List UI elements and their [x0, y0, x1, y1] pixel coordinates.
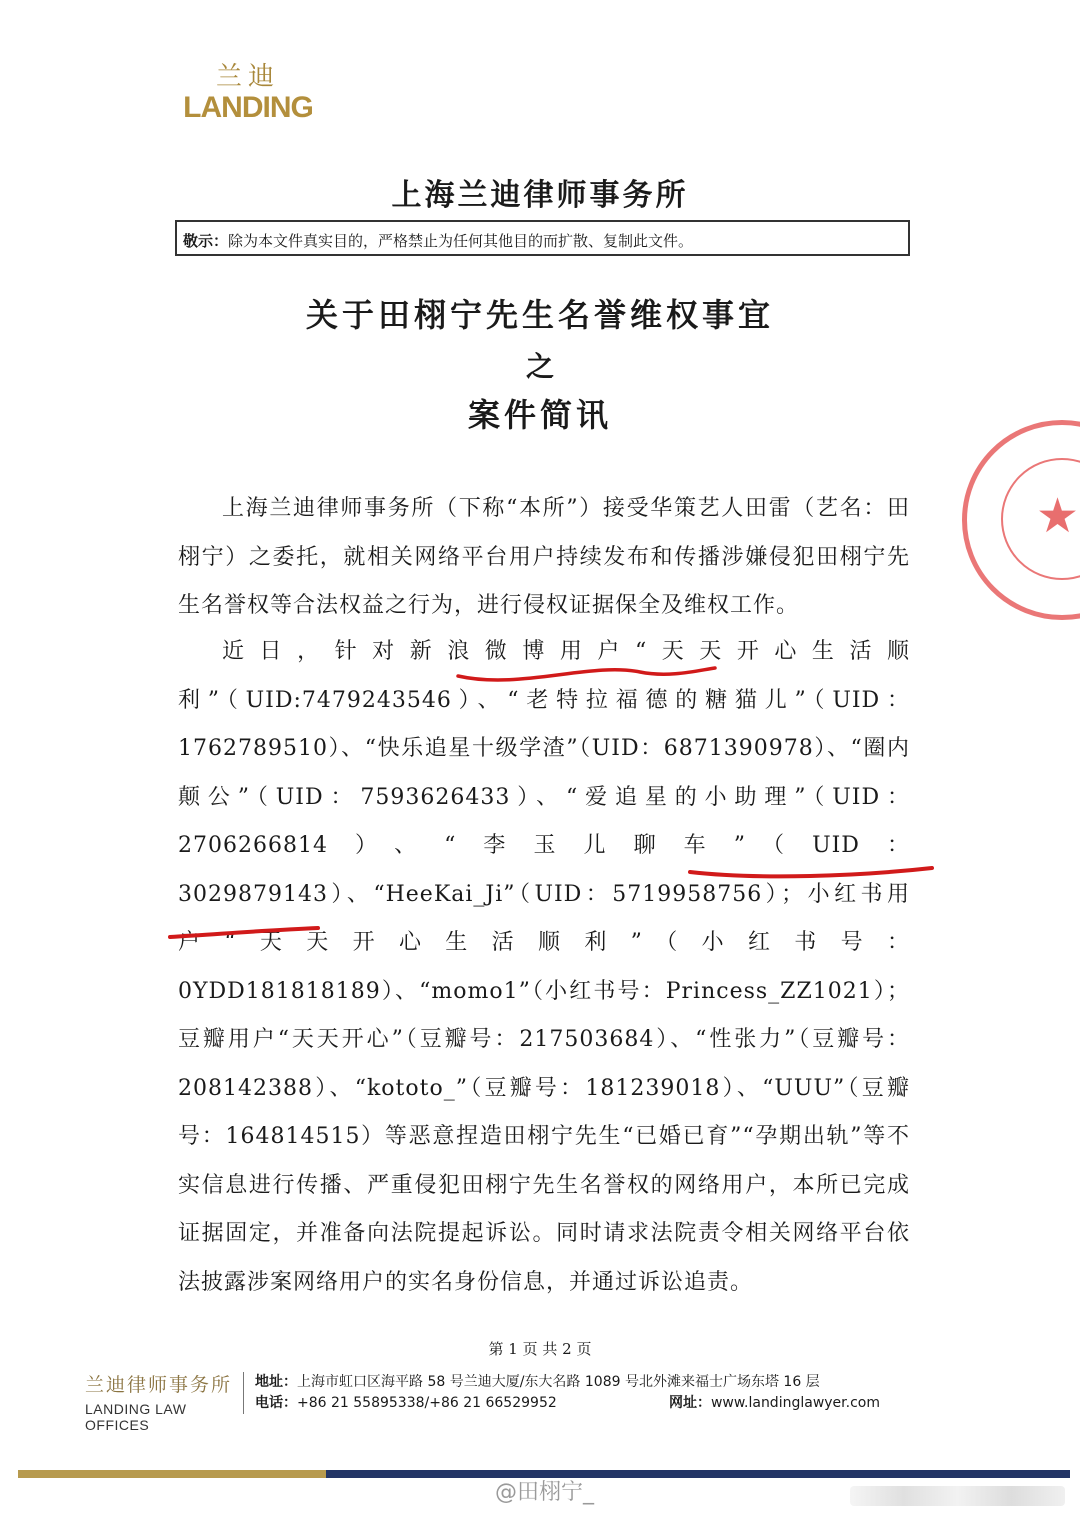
footer-logo-chinese: 兰迪律师事务所 [85, 1374, 233, 1396]
firm-logo [178, 62, 318, 124]
seal-star-icon: ★ [1036, 488, 1080, 544]
notice-text [183, 230, 693, 251]
document-title: 关于田栩宁先生名誉维权事宜 [305, 296, 774, 334]
footer-contact [255, 1372, 880, 1414]
page-number: 第 1 页 共 2 页 [488, 1340, 592, 1358]
watermark-blurred-area [850, 1486, 1065, 1506]
footer-divider [243, 1372, 244, 1414]
web-label: 网址： [668, 1395, 711, 1411]
document-subtitle: 案件简讯 [467, 396, 612, 434]
logo-english: LANDING [183, 91, 313, 124]
footer-phone-row [255, 1393, 880, 1414]
phone-label: 电话： [255, 1395, 297, 1411]
paragraph-details-text: 近日，针对新浪微博用户“天天开心生活顺利”（UID:7479243546）、“老特拉福德的糖猫儿”（UID：1762789510）、“快乐追星十级学渣”（UID：6871390978）、“圈内颠公”（UID：7593626433）、“爱追星的小助理”（UID：2706266814）、“李玉儿聊车”（UID：3029879143）、“HeeKai_Ji”（UID：5719958756）；小红书用户“天天开心生活顺利”（小红书号：0YDD181818189）、“momo1”（小红书号：Princess_ZZ1021）；豆瓣用户“天天开心”（豆瓣号：217503684）、“性张力”（豆瓣号：208142388）、“kototo_”（豆瓣号：181239018）、“UUU”（豆瓣号：164814515）等恶意捏造田栩宁先生“已婚已育”“孕期出轨”等不实信息进行传播、严重侵犯田栩宁先生名誉权的网络用户，本所已完成证据固定，并准备向法院提起诉讼。同时请求法院责令相关网络平台依法披露涉案网络用户的实名身份信息，并通过诉讼追责。 [178, 639, 910, 1295]
web-value: www.landinglawyer.com [710, 1395, 880, 1411]
notice-body: 除为本文件真实目的，严格禁止为任何其他目的而扩散、复制此文件。 [228, 232, 694, 250]
firm-title: 上海兰迪律师事务所 [391, 178, 689, 213]
paragraph-intro-text: 上海兰迪律师事务所（下称“本所”）接受华策艺人田雷（艺名：田栩宁）之委托，就相关网络平台用户持续发布和传播涉嫌侵犯田栩宁先生名誉权等合法权益之行为，进行侵权证据保全及维权工作。 [178, 496, 910, 618]
logo-chinese: 兰迪 [215, 62, 280, 92]
phone-value: +86 21 55895338/+86 21 66529952 [297, 1395, 557, 1411]
paragraph-details [178, 628, 910, 1307]
footer-band-gold [18, 1470, 326, 1478]
document-title-connector: 之 [525, 350, 554, 383]
footer-address-row [255, 1372, 880, 1393]
weibo-watermark: @田栩宁_ [495, 1480, 595, 1505]
address-label: 地址： [255, 1374, 297, 1390]
footer-logo-english: LANDING LAW OFFICES [85, 1401, 187, 1433]
footer-logo [85, 1370, 240, 1433]
notice-label: 敬示： [183, 232, 229, 250]
paragraph-intro [178, 485, 910, 631]
address-value: 上海市虹口区海平路 58 号兰迪大厦/东大名路 1089 号北外滩来福士广场东塔 16 层 [297, 1374, 820, 1390]
footer-band-navy [326, 1470, 1070, 1478]
notice-box [175, 220, 910, 256]
